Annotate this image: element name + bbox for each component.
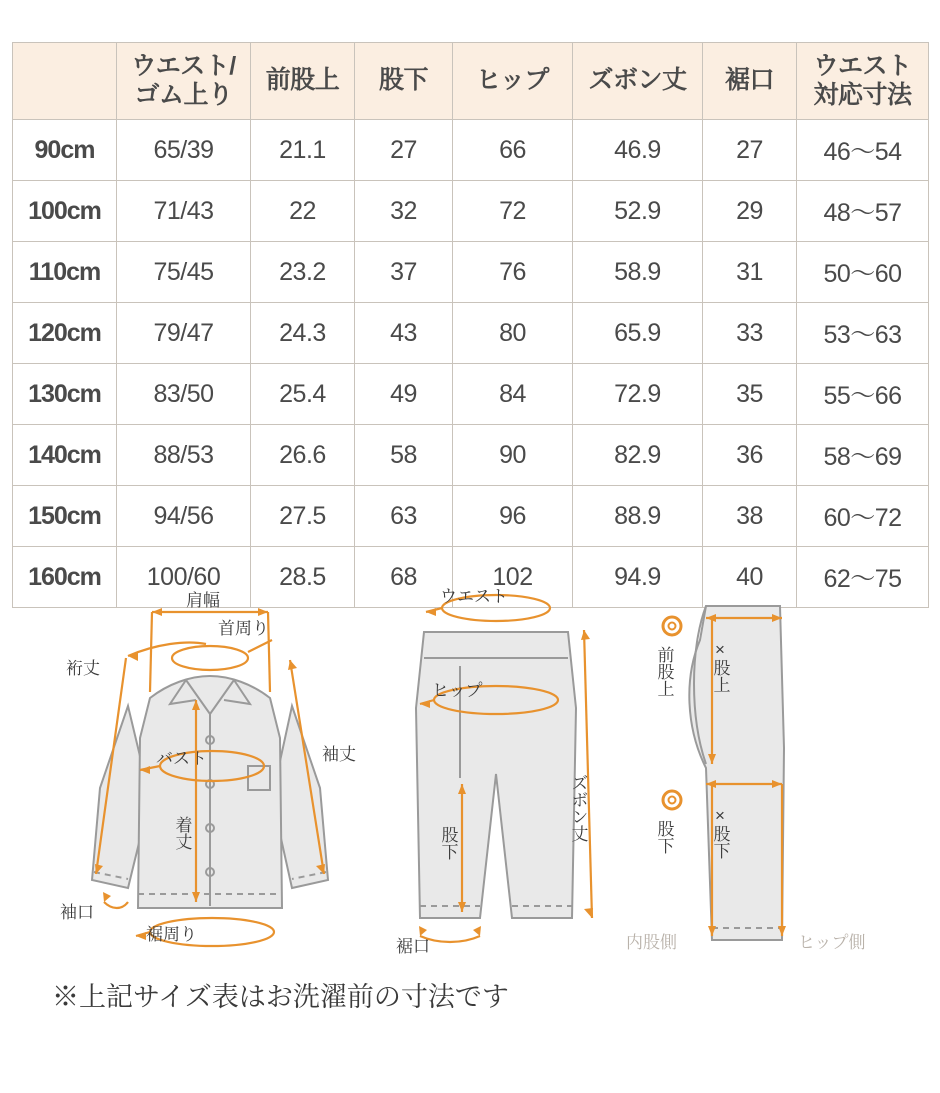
- cell-inseam: 49: [355, 364, 453, 425]
- table-header-waist-elastic-line1: ウエスト/: [131, 51, 236, 80]
- cell-inseam: 68: [355, 547, 453, 608]
- pajama-top-illustration: [60, 591, 356, 946]
- table-row: [13, 303, 929, 364]
- table-header-pants-length: ズボン丈: [573, 43, 703, 120]
- label-garment-length: 着丈: [172, 816, 192, 850]
- label-pants-waist: ウエスト: [440, 588, 508, 606]
- row-size-label: 90cm: [13, 120, 117, 181]
- cell-hip: 84: [453, 364, 573, 425]
- label-inseam: 股下: [438, 826, 458, 860]
- row-size-label: 120cm: [13, 303, 117, 364]
- table-header-row: [13, 43, 929, 120]
- table-header-corner: [13, 43, 117, 120]
- cell-waist-elastic: 83/50: [117, 364, 251, 425]
- table-row: [13, 181, 929, 242]
- table-header-front-rise: 前股上: [251, 43, 355, 120]
- cell-hem-opening: 35: [703, 364, 797, 425]
- table-header-hem-opening: 裾口: [703, 43, 797, 120]
- row-size-label: 140cm: [13, 425, 117, 486]
- cell-waist-elastic: 100/60: [117, 547, 251, 608]
- table-header-waist-fit-range: [797, 43, 929, 120]
- label-bust: バスト: [156, 749, 207, 768]
- label-neck-round: 首周り: [218, 619, 269, 638]
- label-yuki-length: 裄丈: [66, 659, 100, 678]
- cell-hem-opening: 36: [703, 425, 797, 486]
- cell-hem-opening: 27: [703, 120, 797, 181]
- measurement-diagram: [0, 588, 940, 1008]
- cell-front-rise: 25.4: [251, 364, 355, 425]
- table-header-waist-elastic-line2: ゴム上り: [134, 81, 233, 109]
- cell-hem-opening: 38: [703, 486, 797, 547]
- cell-front-rise: 24.3: [251, 303, 355, 364]
- cell-front-rise: 23.2: [251, 242, 355, 303]
- cell-hip: 80: [453, 303, 573, 364]
- label-under-rise: 股下: [654, 820, 674, 854]
- cell-pants-length: 88.9: [573, 486, 703, 547]
- size-table-wrapper: [12, 42, 928, 608]
- cell-inseam: 63: [355, 486, 453, 547]
- cell-hip: 102: [453, 547, 573, 608]
- pre-wash-note: ※上記サイズ表はお洗濯前の寸法です: [52, 982, 509, 1012]
- table-row: [13, 425, 929, 486]
- cell-hem-opening: 33: [703, 303, 797, 364]
- label-sleeve-length: 袖丈: [322, 745, 356, 764]
- row-size-label: 100cm: [13, 181, 117, 242]
- label-under-x: ×股下: [710, 806, 730, 859]
- label-shoulder-width: 肩幅: [186, 591, 220, 610]
- row-size-label: 150cm: [13, 486, 117, 547]
- table-row: [13, 364, 929, 425]
- cell-hem-opening: 40: [703, 547, 797, 608]
- cell-pants-length: 82.9: [573, 425, 703, 486]
- cell-hem-opening: 31: [703, 242, 797, 303]
- pajama-pants-illustration: [396, 588, 593, 956]
- cell-hip: 90: [453, 425, 573, 486]
- cell-waist-fit-range: 55〜66: [797, 364, 929, 425]
- cell-waist-elastic: 79/47: [117, 303, 251, 364]
- cell-inseam: 43: [355, 303, 453, 364]
- cell-front-rise: 26.6: [251, 425, 355, 486]
- cell-inseam: 27: [355, 120, 453, 181]
- cell-pants-length: 58.9: [573, 242, 703, 303]
- cell-front-rise: 27.5: [251, 486, 355, 547]
- cell-inseam: 37: [355, 242, 453, 303]
- pants-leg-detail-illustration: [626, 606, 866, 952]
- label-hem-opening: 裾口: [396, 937, 430, 956]
- table-header-hip: ヒップ: [453, 43, 573, 120]
- row-size-label: 110cm: [13, 242, 117, 303]
- cell-waist-fit-range: 46〜54: [797, 120, 929, 181]
- label-hem-round: 裾周り: [146, 925, 197, 944]
- label-hip-side: ヒップ側: [798, 933, 866, 952]
- table-header-inseam: 股下: [355, 43, 453, 120]
- cell-front-rise: 21.1: [251, 120, 355, 181]
- cell-waist-elastic: 88/53: [117, 425, 251, 486]
- cell-waist-elastic: 94/56: [117, 486, 251, 547]
- size-table-body: [13, 120, 929, 608]
- table-header-waist-elastic: [117, 43, 251, 120]
- cell-waist-elastic: 65/39: [117, 120, 251, 181]
- cell-hem-opening: 29: [703, 181, 797, 242]
- cell-pants-length: 52.9: [573, 181, 703, 242]
- table-header-waist-fit-range-line2: 対応寸法: [813, 81, 912, 109]
- cell-waist-fit-range: 62〜75: [797, 547, 929, 608]
- cell-pants-length: 65.9: [573, 303, 703, 364]
- cell-waist-fit-range: 53〜63: [797, 303, 929, 364]
- label-inner-side: 内股側: [626, 933, 677, 952]
- cell-front-rise: 28.5: [251, 547, 355, 608]
- cell-pants-length: 94.9: [573, 547, 703, 608]
- cell-pants-length: 72.9: [573, 364, 703, 425]
- row-size-label: 130cm: [13, 364, 117, 425]
- cell-inseam: 32: [355, 181, 453, 242]
- label-front-rise: 前股上: [654, 646, 674, 697]
- cell-waist-fit-range: 50〜60: [797, 242, 929, 303]
- size-table-head: [13, 43, 929, 120]
- label-rise-x: ×股上: [710, 640, 730, 693]
- cell-waist-fit-range: 58〜69: [797, 425, 929, 486]
- label-pants-hip: ヒップ: [432, 681, 483, 700]
- cell-waist-elastic: 71/43: [117, 181, 251, 242]
- cell-hip: 96: [453, 486, 573, 547]
- label-cuff: 袖口: [60, 903, 94, 922]
- row-size-label: 160cm: [13, 547, 117, 608]
- table-row: [13, 486, 929, 547]
- size-table: [12, 42, 929, 608]
- cell-waist-elastic: 75/45: [117, 242, 251, 303]
- cell-waist-fit-range: 48〜57: [797, 181, 929, 242]
- table-header-waist-fit-range-line1: ウエスト: [813, 51, 912, 80]
- table-row: [13, 120, 929, 181]
- label-pants-length: ズボン丈: [568, 774, 588, 842]
- cell-hip: 66: [453, 120, 573, 181]
- table-row: [13, 242, 929, 303]
- cell-front-rise: 22: [251, 181, 355, 242]
- cell-waist-fit-range: 60〜72: [797, 486, 929, 547]
- cell-pants-length: 46.9: [573, 120, 703, 181]
- cell-hip: 76: [453, 242, 573, 303]
- cell-hip: 72: [453, 181, 573, 242]
- cell-inseam: 58: [355, 425, 453, 486]
